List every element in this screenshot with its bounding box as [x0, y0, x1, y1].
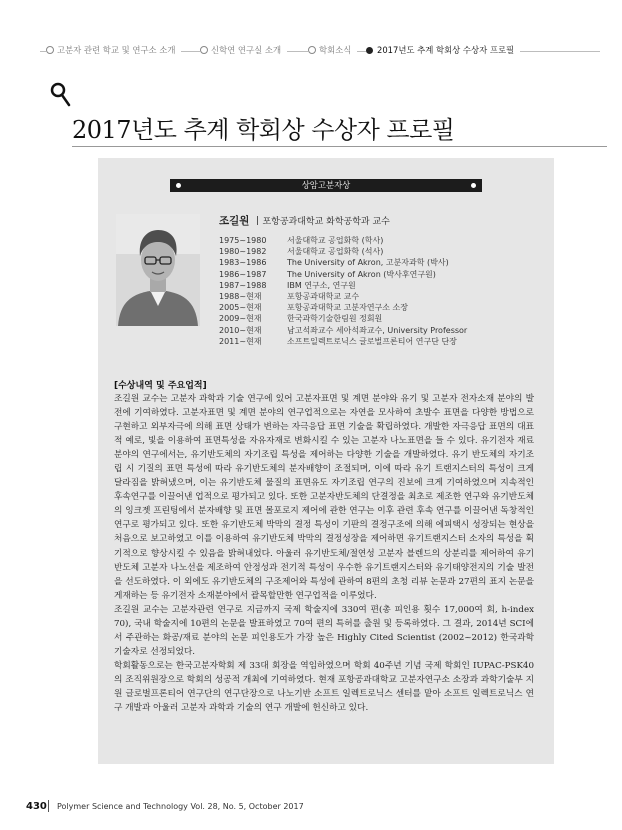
- nav-item-award-profiles[interactable]: 2017년도 추계 학회상 수상자 프로필: [366, 44, 520, 56]
- footer-separator: [48, 800, 49, 812]
- career-row: 1988~현재 포항공과대학교 교수: [219, 291, 360, 301]
- career-row: 1986~1987 The University of Akron (박사후연구원): [219, 269, 436, 279]
- bullet-dot-icon: [176, 183, 181, 188]
- career-row: 1975~1980 서울대학교 공업화학 (학사): [219, 236, 384, 245]
- page-number: 430: [26, 801, 47, 812]
- achievements-paragraph: 학회활동으로는 한국고분자학회 제 33대 회장을 역임하였으며 학회 40주년 기념 국제 학회인 IUPAC-PSK40의 조직위원장으로 학회의 성공적 개최에 기여하였다. 현재 포항공과대학교 고분자연구소 소장과 과학기술부 지원 글로벌프론티어 연구단의 연구단장으로 나노기반 소프트 일렉트로닉스 센터를 맡아 소프트 일렉트로닉스 연구 개발과 아울러 고분자 과학과 기술의 연구 개발에 헌신하고 있다.: [114, 660, 534, 714]
- circle-marker-icon: [46, 46, 54, 54]
- circle-marker-icon: [308, 46, 316, 54]
- filled-circle-marker-icon: [366, 47, 373, 54]
- recipient-photo: [116, 214, 200, 326]
- award-name-bar: [170, 179, 482, 192]
- recipient-header: [219, 213, 390, 228]
- magnifier-icon: [50, 82, 72, 108]
- achievements-paragraph: 조길원 교수는 고분자 과학과 기술 연구에 있어 고분자표면 및 계면 분야와 유기 및 고분자 전자소재 분야의 발전에 기여하였다. 고분자표면 및 계면 분야의 연구업적으로는 자연을 모사하여 초발수 표면을 다양한 방법으로 구현하고 외부자극에 의해 표면 상태가 변하는 자극응답 표면 기술을 확립하였다. 개발한 자극응답 표면의 대표적 예로, 빛을 이용하여 표면특성을 자유자재로 변화시킬 수 있는 고분자 나노표면을 들 수 있다. 유기전자 재료 분야의 연구에서는, 유기반도체의 자기조립 특성을 제어하는 다양한 기술을 개발하였다. 유기 반도체의 자기조립 시 기질의 표면 특성에 따라 유기반도체의 분자배향이 조절되며, 이에 따라 유기 트랜지스터의 특성이 크게 달라짐을 밝혀냈으며, 이는 유기반도체 물질의 표면유도 자기조립 연구의 진보에 크게 기여하였으며 지속적인 후속연구를 이끌어낸 업적으로 평가되고 있다. 또한 고분자반도체의 단결정을 최초로 제조한 연구와 유기반도체의 잉크젯 프린팅에서 분자배향 및 표면 몰포로지 제어에 관한 연구는 이후 관련 후속 연구를 이끌어낸 독창적인 연구로 평가되고 있다. 또한 유기반도체 박막의 결정 특성이 기판의 결정구조에 의해 에피택시 성장되는 현상을 처음으로 보고하였고 이를 이용하여 유기반도체 박막의 결정성장을 제어하면 유기트랜지스터 소자의 특성을 획기적으로 향상시킬 수 있음을 밝혀내었다. 아울러 유기반도체/절연성 고분자 블렌드의 상분리를 제어하여 유기반도체 고분자 나노선을 제조하여 안정성과 전기적 특성이 우수한 유기트랜지스터와 유기태양전지의 기술 발전을 선도하였다. 이 외에도 유기반도체의 구조제어와 특성에 관하여 8편의 초청 리뷰 논문과 27편의 표지 논문을 게재하는 등 유기전자 소재분야에서 괄목할만한 연구업적을 이루었다.: [114, 394, 534, 601]
- journal-citation: Polymer Science and Technology Vol. 28, No. 5, October 2017: [57, 802, 304, 811]
- section-nav: [30, 40, 600, 62]
- career-row: 1987~1988 IBM 연구소, 연구원: [219, 280, 356, 290]
- career-row: 1983~1986 The University of Akron, 고분자과학 (박사): [219, 258, 449, 268]
- achievements-heading: [수상내역 및 주요업적]: [114, 381, 207, 391]
- bullet-dot-icon: [471, 183, 476, 188]
- career-row: 1980~1982 서울대학교 공업화학 (석사): [219, 247, 384, 257]
- portrait-image: [116, 214, 200, 326]
- title-underline: [72, 146, 607, 147]
- award-name: 상암고분자상: [301, 180, 351, 190]
- career-list: [219, 235, 467, 347]
- achievements-text: [114, 392, 534, 715]
- page-title: 2017년도 추계 학회상 수상자 프로필: [72, 116, 455, 144]
- nav-item-lab-intro[interactable]: 신학연 연구실 소개: [200, 44, 287, 56]
- recipient-affiliation: 포항공과대학교 화학공학과 교수: [262, 217, 390, 227]
- career-row: 2009~현재 한국과학기술한림원 정회원: [219, 314, 383, 324]
- recipient-name: 조길원: [219, 215, 250, 227]
- career-row: 2005~현재 포항공과대학교 고분자연구소 소장: [219, 303, 409, 313]
- circle-marker-icon: [200, 46, 208, 54]
- career-row: 2010~현재 남고석좌교수 세아석좌교수, University Professor: [219, 325, 468, 335]
- name-separator: [257, 216, 258, 225]
- nav-item-polymer-institutes[interactable]: 고분자 관련 학교 및 연구소 소개: [46, 44, 181, 56]
- nav-item-society-news[interactable]: 학회소식: [308, 44, 357, 56]
- achievements-paragraph: 조길원 교수는 고분자관련 연구로 지금까지 국제 학술지에 330여 편(총 피인용 횟수 17,000여 회, h-index 70), 국내 학술지에 10편의 논문을 발표하였고 70여 편의 특허를 출원 및 등록하였다. 그 결과, 2014년 SCI에서 주관하는 화공/재료 분야의 논문 피인용도가 가장 높은 Highly Cited Scientist (2002~2012) 한국과학기술자로 선정되었다.: [114, 604, 534, 657]
- career-row: 2011~현재 소프트일렉트로닉스 글로벌프론티어 연구단 단장: [219, 336, 457, 346]
